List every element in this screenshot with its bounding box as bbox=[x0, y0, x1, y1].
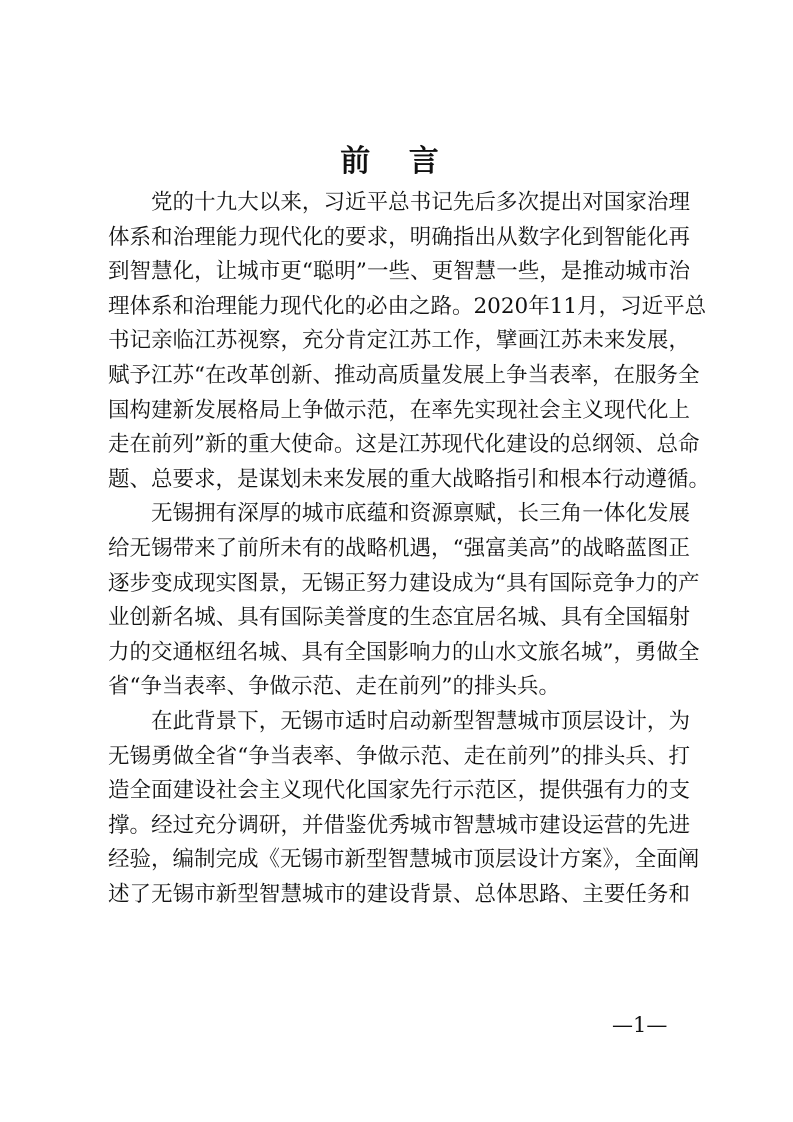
text-line: 业创新名城、具有国际美誉度的生态宜居名城、具有全国辐射 bbox=[108, 605, 690, 631]
text-line: 无锡勇做全省“争当表率、争做示范、走在前列”的排头兵、打 bbox=[108, 743, 690, 769]
text-line: 造全面建设社会主义现代化国家先行示范区，提供强有力的支 bbox=[108, 778, 690, 804]
text-line: 赋予江苏“在改革创新、推动高质量发展上争当表率，在服务全 bbox=[108, 362, 700, 388]
text-line: 述了无锡市新型智慧城市的建设背景、总体思路、主要任务和 bbox=[108, 881, 690, 907]
text-line: 理体系和治理能力现代化的必由之路。2020年11月，习近平总 bbox=[108, 293, 707, 319]
body-text bbox=[108, 186, 711, 912]
page-title: 前 言 bbox=[340, 144, 453, 179]
text-line: 逐步变成现实图景，无锡正努力建设成为“具有国际竞争力的产 bbox=[108, 570, 700, 596]
text-line: 力的交通枢纽名城、具有全国影响力的山水文旅名城”，勇做全 bbox=[108, 639, 700, 665]
text-line: 给无锡带来了前所未有的战略机遇，“强富美高”的战略蓝图正 bbox=[108, 535, 690, 561]
text-line: 撑。经过充分调研，并借鉴优秀城市智慧城市建设运营的先进 bbox=[108, 812, 690, 838]
text-line: 到智慧化，让城市更“聪明”一些、更智慧一些，是推动城市治 bbox=[108, 259, 690, 285]
text-line: 在此背景下，无锡市适时启动新型智慧城市顶层设计，为 bbox=[151, 708, 690, 734]
text-line: 走在前列”新的重大使命。这是江苏现代化建设的总纲领、总命 bbox=[108, 432, 700, 458]
text-line: 无锡拥有深厚的城市底蕴和资源禀赋，长三角一体化发展 bbox=[151, 501, 690, 527]
text-line: 题、总要求，是谋划未来发展的重大战略指引和根本行动遵循。 bbox=[108, 466, 711, 492]
text-line: 省“争当表率、争做示范、走在前列”的排头兵。 bbox=[108, 674, 560, 700]
text-line: 经验，编制完成《无锡市新型智慧城市顶层设计方案》，全面阐 bbox=[108, 847, 700, 873]
text-line: 书记亲临江苏视察，充分肯定江苏工作，擘画江苏未来发展， bbox=[108, 328, 690, 354]
text-line: 体系和治理能力现代化的要求，明确指出从数字化到智能化再 bbox=[108, 224, 690, 250]
page-number: —1— bbox=[612, 1013, 668, 1037]
text-line: 党的十九大以来，习近平总书记先后多次提出对国家治理 bbox=[151, 190, 690, 215]
text-line: 国构建新发展格局上争做示范，在率先实现社会主义现代化上 bbox=[108, 397, 690, 423]
